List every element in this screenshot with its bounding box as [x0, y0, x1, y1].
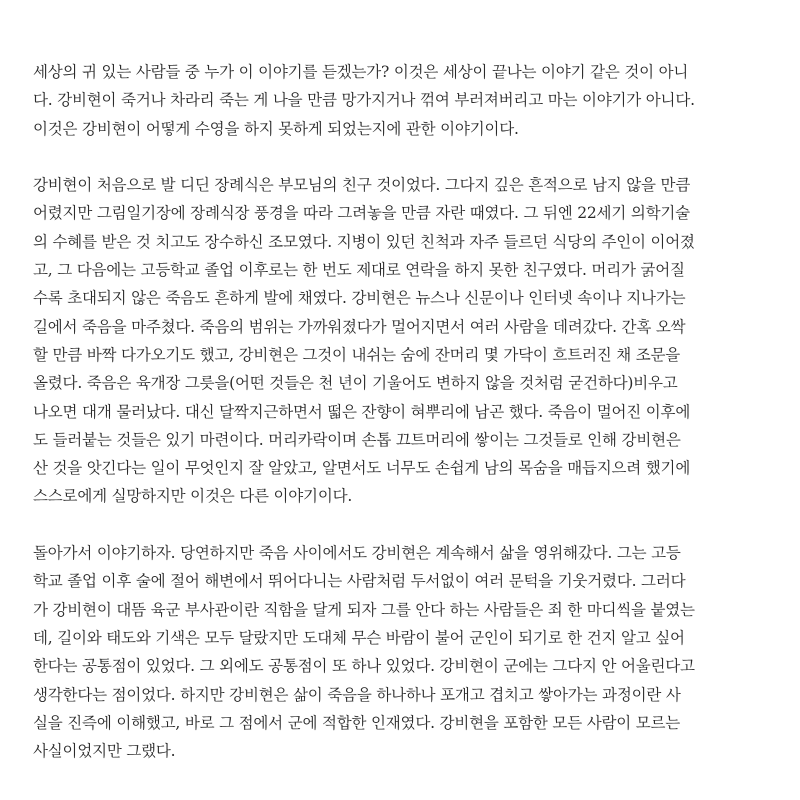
text-line: 생각한다는 점이었다. 하지만 강비현은 삶이 죽음을 하나하나 포개고 겹치고 쌓아가는 과정이란 사 — [33, 685, 681, 704]
text-line: 할 만큼 바짝 다가오기도 했고, 강비현은 그것이 내쉬는 숨에 잔머리 몇 가닥이 흐트러진 채 조문을 — [33, 345, 681, 364]
text-line: 길에서 죽음을 마주쳤다. 죽음의 범위는 가까워졌다가 멀어지면서 여러 사람을 데려갔다. 간혹 오싹 — [33, 317, 686, 336]
text-line: 돌아가서 이야기하자. 당연하지만 죽음 사이에서도 강비현은 계속해서 삶을 영위해갔다. 그는 고등 — [33, 544, 681, 563]
text-line: 의 수혜를 받은 것 치고도 장수하신 조모였다. 지병이 있던 친척과 자주 들르던 식당의 주인이 이어졌 — [33, 232, 695, 251]
text-line: 수록 초대되지 않은 죽음도 흔하게 발에 채였다. 강비현은 뉴스나 신문이나 인터넷 속이나 지나가는 — [33, 289, 686, 308]
text-line: 산 것을 앗긴다는 일이 무엇인지 잘 알았고, 알면서도 너무도 손쉽게 남의 목숨을 매듭지으려 했기에 — [33, 459, 691, 478]
text-line: 도 들러붙는 것들은 있기 마련이다. 머리카락이며 손톱 끄트머리에 쌓이는 그것들로 인해 강비현은 — [33, 430, 681, 449]
text-line: 스스로에게 실망하지만 이것은 다른 이야기이다. — [33, 487, 353, 506]
text-line: 다. 강비현이 죽거나 차라리 죽는 게 나을 만큼 망가지거나 꺾여 부러져버리고 마는 이야기가 아니다. — [33, 91, 695, 110]
text-line: 고, 그 다음에는 고등학교 졸업 이후로는 한 번도 제대로 연락을 하지 못한 친구였다. 머리가 굵어질 — [33, 261, 685, 280]
text-line: 올렸다. 죽음은 육개장 그릇을(어떤 것들은 천 년이 기울어도 변하지 않을 것처럼 굳건하다)비우고 — [33, 374, 678, 393]
text-line: 이것은 강비현이 어떻게 수영을 하지 못하게 되었는지에 관한 이야기이다. — [33, 119, 519, 138]
paragraph-1 — [33, 58, 768, 143]
paragraph-3 — [33, 539, 768, 765]
paragraph-gap — [33, 511, 768, 539]
text-line: 어렸지만 그림일기장에 장례식장 풍경을 따라 그려놓을 만큼 자란 때였다. 그 뒤엔 22세기 의학기술 — [33, 204, 690, 223]
paragraph-gap — [33, 143, 768, 171]
text-line: 사실이었지만 그랬다. — [33, 742, 176, 761]
text-line: 세상의 귀 있는 사람들 중 누가 이 이야기를 듣겠는가? 이것은 세상이 끝나는 이야기 같은 것이 아니 — [33, 63, 689, 81]
text-line: 실을 진즉에 이해했고, 바로 그 점에서 군에 적합한 인재였다. 강비현을 포함한 모든 사람이 모르는 — [33, 713, 681, 732]
text-line: 데, 길이와 태도와 기색은 모두 달랐지만 도대체 무슨 바람이 불어 군인이 되기로 한 건지 알고 싶어 — [33, 628, 685, 647]
text-line: 학교 졸업 이후 술에 절어 해변에서 뛰어다니는 사람처럼 두서없이 여러 문턱을 기웃거렸다. 그러다 — [33, 572, 686, 591]
paragraph-2 — [33, 171, 768, 511]
text-line: 가 강비현이 대뜸 육군 부사관이란 직함을 달게 되자 그를 안다 하는 사람들은 죄 한 마디씩을 붙였는 — [33, 600, 695, 619]
text-line: 한다는 공통점이 있었다. 그 외에도 공통점이 또 하나 있었다. 강비현이 군에는 그다지 안 어울린다고 — [33, 657, 695, 676]
text-line: 나오면 대개 물러났다. 대신 달짝지근하면서 떫은 잔향이 혀뿌리에 남곤 했다. 죽음이 멀어진 이후에 — [33, 402, 691, 421]
text-line: 강비현이 처음으로 발 디딘 장례식은 부모님의 친구 것이었다. 그다지 깊은 흔적으로 남지 않을 만큼 — [33, 176, 691, 195]
